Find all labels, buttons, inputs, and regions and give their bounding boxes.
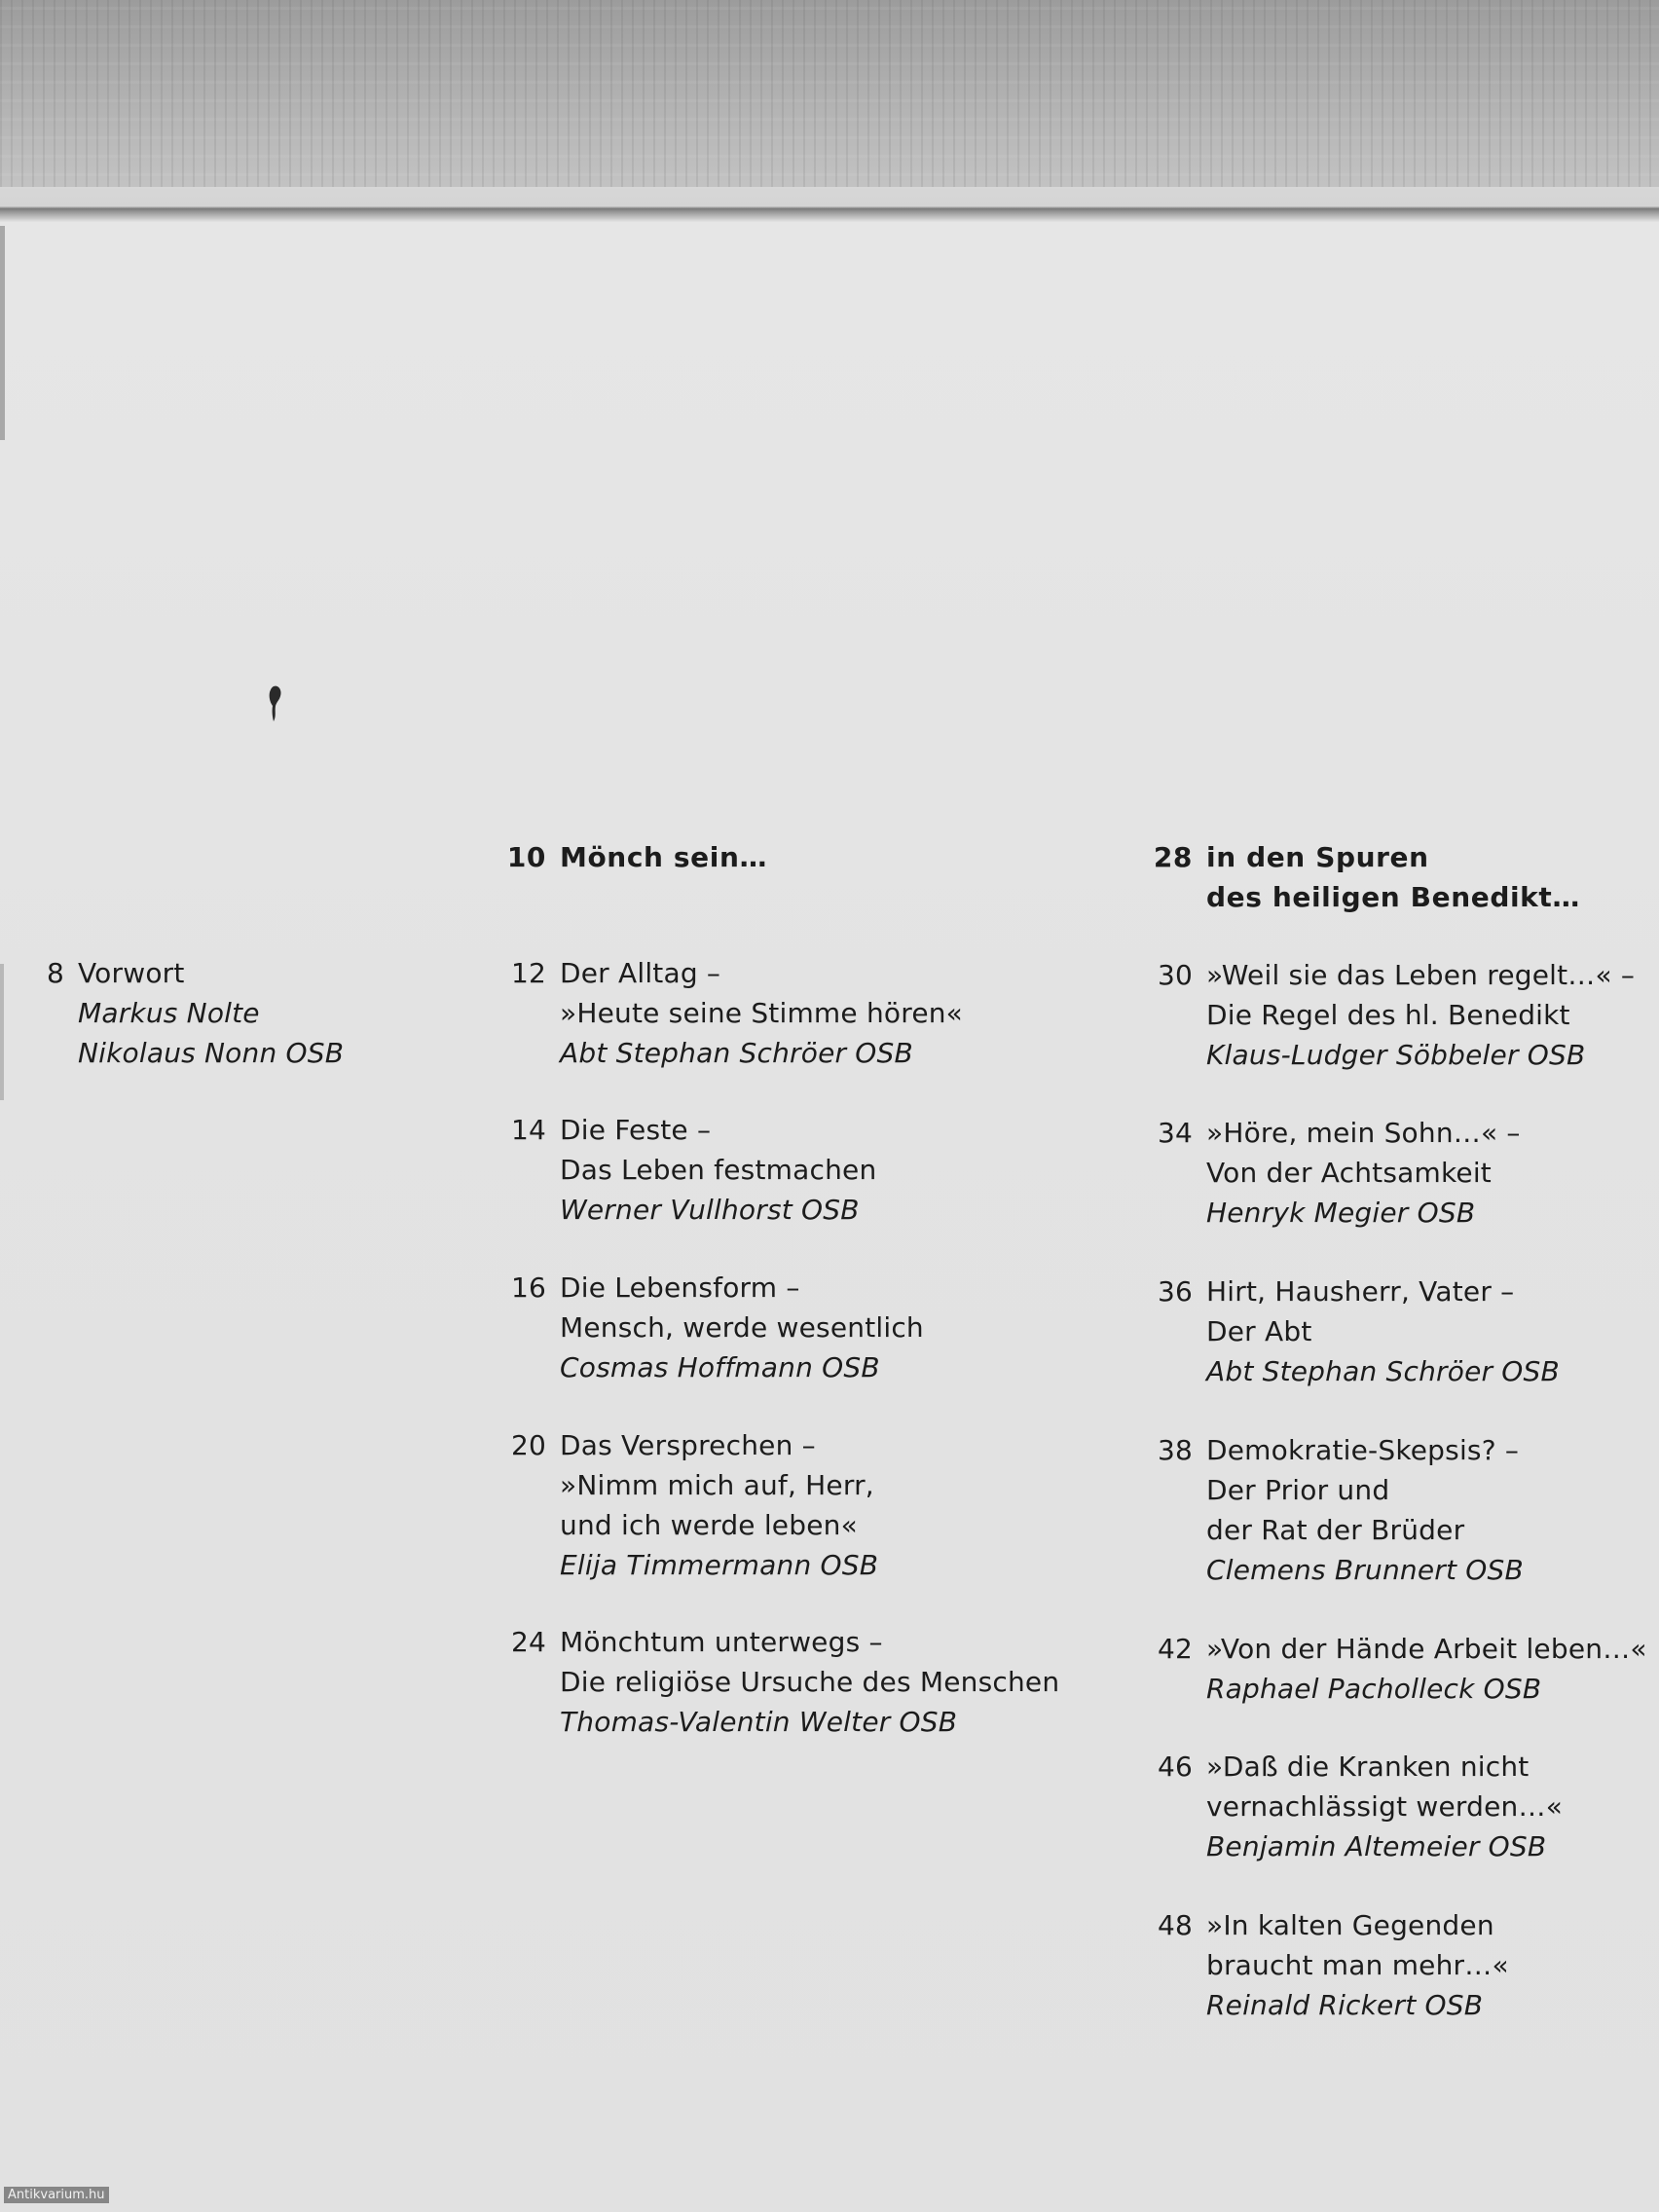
entry-subtitle: Der Prior und [1206,1474,1390,1506]
page-number: 24 [510,1626,546,1658]
entry-author: Raphael Pacholleck OSB [1206,1673,1542,1705]
entry-author: Henryk Megier OSB [1206,1197,1476,1229]
toc-entry[interactable] [1157,1272,1560,1391]
table-surface [0,0,1659,195]
entry-subtitle: vernachlässigt werden…« [1206,1790,1564,1823]
page-number: 34 [1157,1117,1193,1149]
section-page-number: 10 [506,841,546,873]
entry-author: Abt Stephan Schröer OSB [1206,1355,1560,1387]
page-number: 38 [1157,1434,1193,1466]
entry-subtitle: Das Leben festmachen [560,1154,877,1186]
section-title: in den Spuren [1206,841,1429,873]
page-number: 12 [510,957,546,989]
toc-entry[interactable] [510,1110,877,1230]
entry-subtitle: »Heute seine Stimme hören« [560,997,964,1029]
page-number: 46 [1157,1751,1193,1783]
toc-entry[interactable] [1157,1747,1564,1866]
page-left-edge-shadow [0,226,5,440]
entry-subtitle: Der Abt [1206,1315,1312,1347]
toc-column-benedikt [1153,837,1580,917]
entry-author: Abt Stephan Schröer OSB [560,1037,913,1069]
toc-column-moench-sein [506,837,768,877]
entry-author: Benjamin Altemeier OSB [1206,1830,1547,1862]
page-number: 20 [510,1429,546,1461]
entry-title: Der Alltag – [560,957,721,989]
entry-subtitle: Die religiöse Ursuche des Menschen [560,1666,1060,1698]
entry-title: Das Versprechen – [560,1429,816,1461]
page-top-edge [0,187,1659,222]
entry-title: »In kalten Gegenden [1206,1909,1494,1941]
entry-subtitle: braucht man mehr…« [1206,1949,1509,1981]
entry-title: Hirt, Hausherr, Vater – [1206,1275,1515,1308]
entry-author: Werner Vullhorst OSB [560,1194,860,1226]
page-number: 48 [1157,1909,1193,1941]
entry-author: Nikolaus Nonn OSB [78,1037,345,1069]
entry-title: Vorwort [78,957,185,989]
page-number: 14 [510,1114,546,1146]
entry-author: Elija Timmermann OSB [560,1549,879,1581]
entry-title: Mönchtum unterwegs – [560,1626,883,1658]
entry-subtitle: der Rat der Brüder [1206,1514,1465,1546]
page-number: 30 [1157,959,1193,991]
section-page-number: 28 [1153,841,1193,873]
toc-entry[interactable] [1157,1905,1509,2025]
entry-author: Reinald Rickert OSB [1206,1989,1484,2021]
entry-subtitle: Von der Achtsamkeit [1206,1157,1492,1189]
entry-subtitle: »Nimm mich auf, Herr, [560,1469,874,1501]
entry-title: »Daß die Kranken nicht [1206,1751,1530,1783]
entry-author: Klaus-Ludger Söbbeler OSB [1206,1039,1586,1071]
page-number: 36 [1157,1275,1193,1308]
toc-entry[interactable] [510,1425,879,1585]
toc-entry[interactable] [1157,1629,1647,1709]
toc-entry[interactable] [510,953,964,1073]
toc-entry[interactable] [1157,1430,1524,1590]
toc-entry[interactable] [510,1268,924,1387]
toc-entry[interactable] [1157,1113,1521,1233]
section-title: Mönch sein… [560,841,768,873]
paper-speck-icon [267,684,284,723]
entry-author: Thomas-Valentin Welter OSB [560,1706,958,1738]
entry-author: Cosmas Hoffmann OSB [560,1351,880,1383]
entry-title: »Weil sie das Leben regelt…« – [1206,959,1636,991]
entry-title: Demokratie-Skepsis? – [1206,1434,1520,1466]
entry-subtitle: Mensch, werde wesentlich [560,1311,924,1344]
entry-author: Clemens Brunnert OSB [1206,1554,1524,1586]
page-left-edge-shadow-lower [0,964,4,1100]
entry-author: Markus Nolte [78,997,260,1029]
toc-entry[interactable] [1157,955,1636,1075]
entry-title: »Höre, mein Sohn…« – [1206,1117,1521,1149]
entry-title: Die Feste – [560,1114,712,1146]
page-number: 8 [46,957,64,989]
toc-column-intro [46,953,345,1073]
section-heading[interactable] [1153,837,1580,917]
page-number: 42 [1157,1633,1193,1665]
section-title: des heiligen Benedikt… [1206,881,1580,913]
page-number: 16 [510,1272,546,1304]
section-heading[interactable] [506,837,768,877]
toc-entry[interactable] [510,1622,1060,1742]
entry-title: »Von der Hände Arbeit leben…« [1206,1633,1647,1665]
toc-entry[interactable] [46,953,345,1073]
entry-subtitle: Die Regel des hl. Benedikt [1206,999,1570,1031]
entry-subtitle: und ich werde leben« [560,1509,858,1541]
watermark: Antikvarium.hu [4,2187,109,2203]
entry-title: Die Lebensform – [560,1272,800,1304]
